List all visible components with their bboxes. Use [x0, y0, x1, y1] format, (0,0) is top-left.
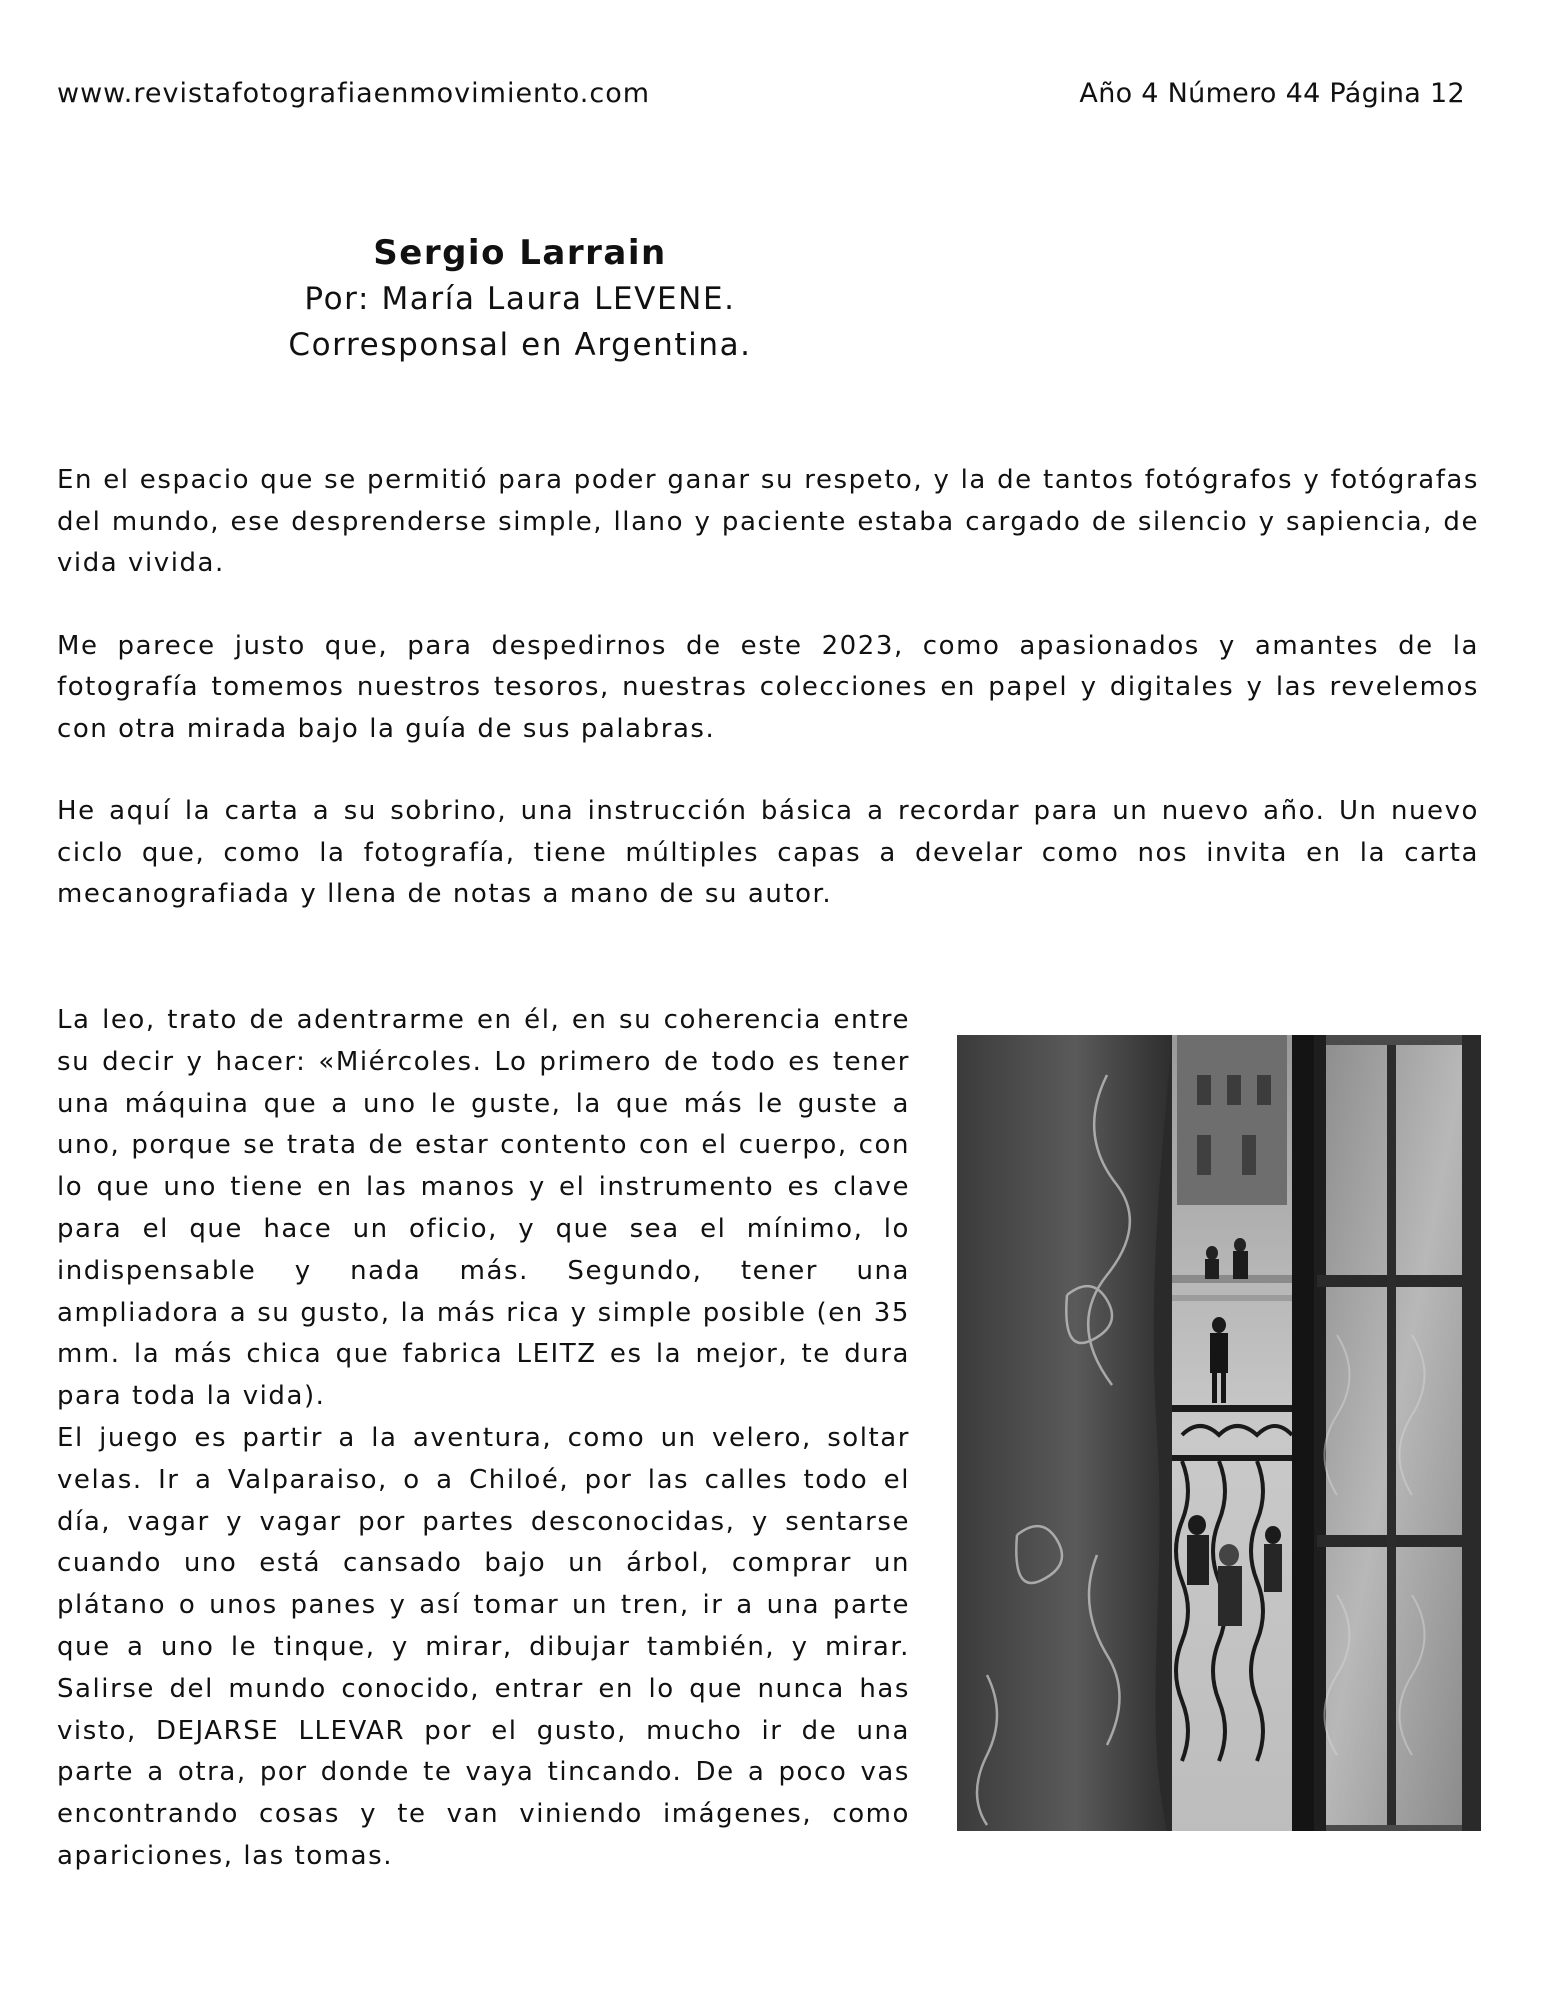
article-author-role: Corresponsal en Argentina.: [288, 327, 752, 363]
body-paragraph: El juego es partir a la aventura, como un velero, soltar velas. Ir a Valparaiso, o a Chiloé, por las calles todo el día, vagar y vagar por partes desconocidas, y sentarse cuando uno está cansado bajo un árbol, comprar un plátano o unos panes y así tomar un tren, ir a una parte que a uno le tinque, y mirar, dibujar también, y mirar. Salirse del mundo conocido, entrar en lo que nunca has visto, DEJARSE LLEVAR por el gusto, mucho ir de una parte a otra, por donde te vaya tincando. De a poco vas encontrando cosas y te van viniendo imágenes, como apariciones, las tomas.: [57, 1422, 910, 1871]
header-website-url: www.revistafotografiaenmovimiento.com: [57, 78, 651, 109]
article-photograph: [957, 1035, 1481, 1831]
intro-paragraph: En el espacio que se permitió para poder ganar su respeto, y la de tantos fotógrafos y fotógrafas del mundo, ese desprenderse simple, llano y paciente estaba cargado de silencio y sapiencia, de vida vivida.: [57, 465, 1479, 578]
article-title-block: [220, 230, 820, 368]
body-paragraph: La leo, trato de adentrarme en él, en su coherencia entre su decir y hacer: «Miércoles. Lo primero de todo es tener una máquina que a uno le guste, la que más le guste a uno, porque se trata de estar contento con el cuerpo, con lo que uno tiene en las manos y el instrumento es clave para el que hace un oficio, y que sea el mínimo, lo indispensable y nada más. Segundo, tener una ampliadora a su gusto, la más rica y simple posible (en 35 mm. la más chica que fabrica LEITZ es la mejor, te dura para toda la vida).: [57, 1005, 910, 1412]
article-author: Por: María Laura LEVENE.: [304, 281, 736, 317]
intro-paragraph: He aquí la carta a su sobrino, una instrucción básica a recordar para un nuevo año. Un nuevo ciclo que, como la fotografía, tiene múltiples capas a develar como nos invita en la carta mecanografiada y llena de notas a mano de su autor.: [57, 796, 1479, 909]
header-issue-info: Año 4 Número 44 Página 12: [1079, 78, 1465, 109]
intro-paragraph: Me parece justo que, para despedirnos de este 2023, como apasionados y amantes de la fotografía tomemos nuestros tesoros, nuestras colecciones en papel y digitales y las revelemos con otra mirada bajo la guía de sus palabras.: [57, 630, 1479, 744]
article-body-column: [57, 1000, 910, 1878]
article-title: Sergio Larrain: [373, 233, 667, 273]
article-intro: [57, 460, 1479, 957]
